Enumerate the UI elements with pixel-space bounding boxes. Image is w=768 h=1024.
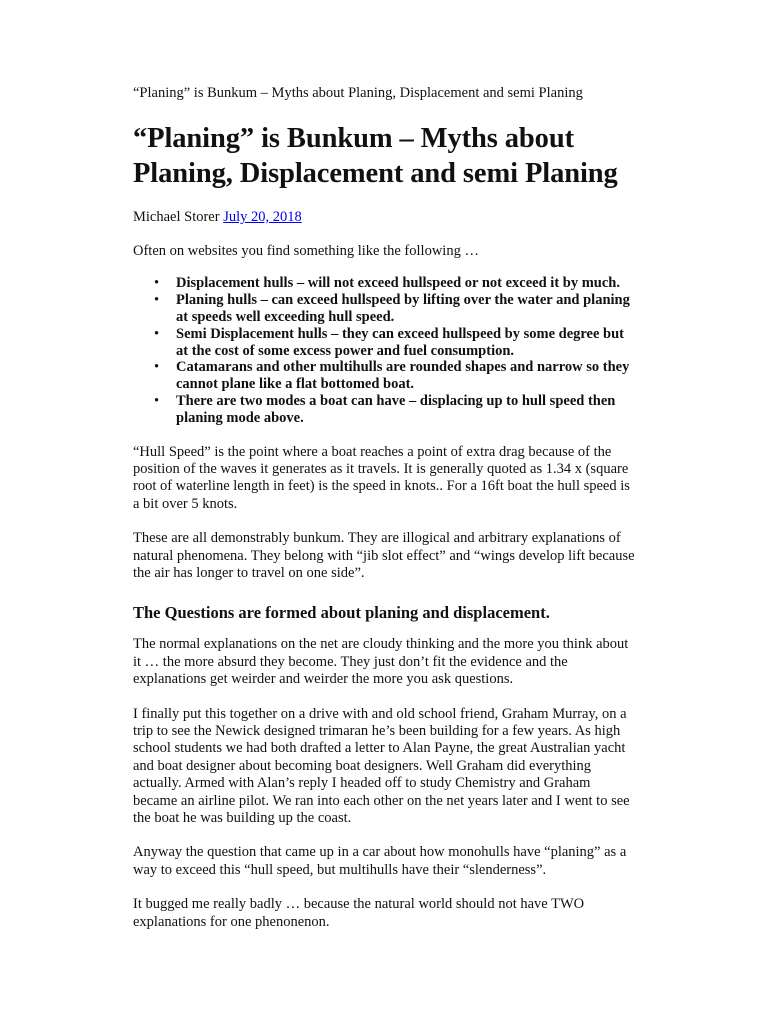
list-item: • Semi Displacement hulls – they can exceed hullspeed by some degree but at the cost of some excess power and fuel consumption. bbox=[154, 325, 625, 359]
section-heading: The Questions are formed about planing and displacement. bbox=[133, 603, 550, 623]
list-item: • Planing hulls – can exceed hullspeed by lifting over the water and planing at speeds well exceeding hull speed. bbox=[154, 292, 630, 325]
car-question-paragraph: Anyway the question that came up in a car about how monohulls have “planing” as a way to exceed this “hull speed, but multihulls have their “slenderness”. bbox=[133, 844, 627, 878]
running-title: “Planing” is Bunkum – Myths about Planing, Displacement and semi Planing bbox=[133, 85, 583, 101]
list-item: • There are two modes a boat can have – displacing up to hull speed then planing mode above. bbox=[154, 392, 616, 426]
bugged-paragraph: It bugged me really badly … because the natural world should not have TWO explanations for one phenonenon. bbox=[133, 896, 585, 930]
graham-paragraph: I finally put this together on a drive with and old school friend, Graham Murray, on a trip to see the Newick designed trimaran he’s been building for a few years. As high school students we had both drafted a letter to Alan Payne, the great Australian yacht and boat designer about becoming boat designers. Well Graham did everything actually. Armed with Alan’s reply I headed off to study Chemistry and Graham became an airline pilot. We ran into each other on the net years later and I went to see the boat he was building up the coast. bbox=[133, 705, 630, 827]
document-page bbox=[133, 84, 638, 948]
myth-list bbox=[133, 275, 638, 426]
bunkum-paragraph: These are all demonstrably bunkum. They are illogical and arbitrary explanations of natural phenomena. They belong with “jib slot effect” and “wings develop lift because the air has longer to travel on one side”. bbox=[133, 530, 635, 582]
bullet-icon: • bbox=[154, 275, 160, 292]
byline bbox=[133, 208, 638, 226]
intro-paragraph: Often on websites you find something like the following … bbox=[133, 243, 479, 259]
hull-speed-paragraph: “Hull Speed” is the point where a boat reaches a point of extra drag because of the position of the waves it generates as it travels. It is generally quoted as 1.34 x (square root of waterline length in feet) is the speed in knots.. For a 16ft boat the hull speed is a bit over 5 knots. bbox=[133, 443, 630, 512]
list-item: • Displacement hulls – will not exceed hullspeed or not exceed it by much. bbox=[154, 275, 620, 292]
list-item: • Catamarans and other multihulls are rounded shapes and narrow so they cannot plane like a flat bottomed boat. bbox=[154, 359, 630, 393]
author-name: Michael Storer bbox=[133, 209, 220, 225]
normal-explanations-paragraph: The normal explanations on the net are cloudy thinking and the more you think about it … the more absurd they become. They just don’t fit the evidence and the explanations get weirder and weirder the more you ask questions. bbox=[133, 636, 629, 688]
bullet-icon: • bbox=[154, 292, 160, 309]
bullet-icon: • bbox=[154, 392, 160, 409]
post-date-link[interactable]: July 20, 2018 bbox=[223, 209, 302, 225]
bullet-icon: • bbox=[154, 325, 160, 342]
bullet-icon: • bbox=[154, 359, 160, 376]
article-title: “Planing” is Bunkum – Myths about Planing, Displacement and semi Planing bbox=[133, 123, 618, 189]
